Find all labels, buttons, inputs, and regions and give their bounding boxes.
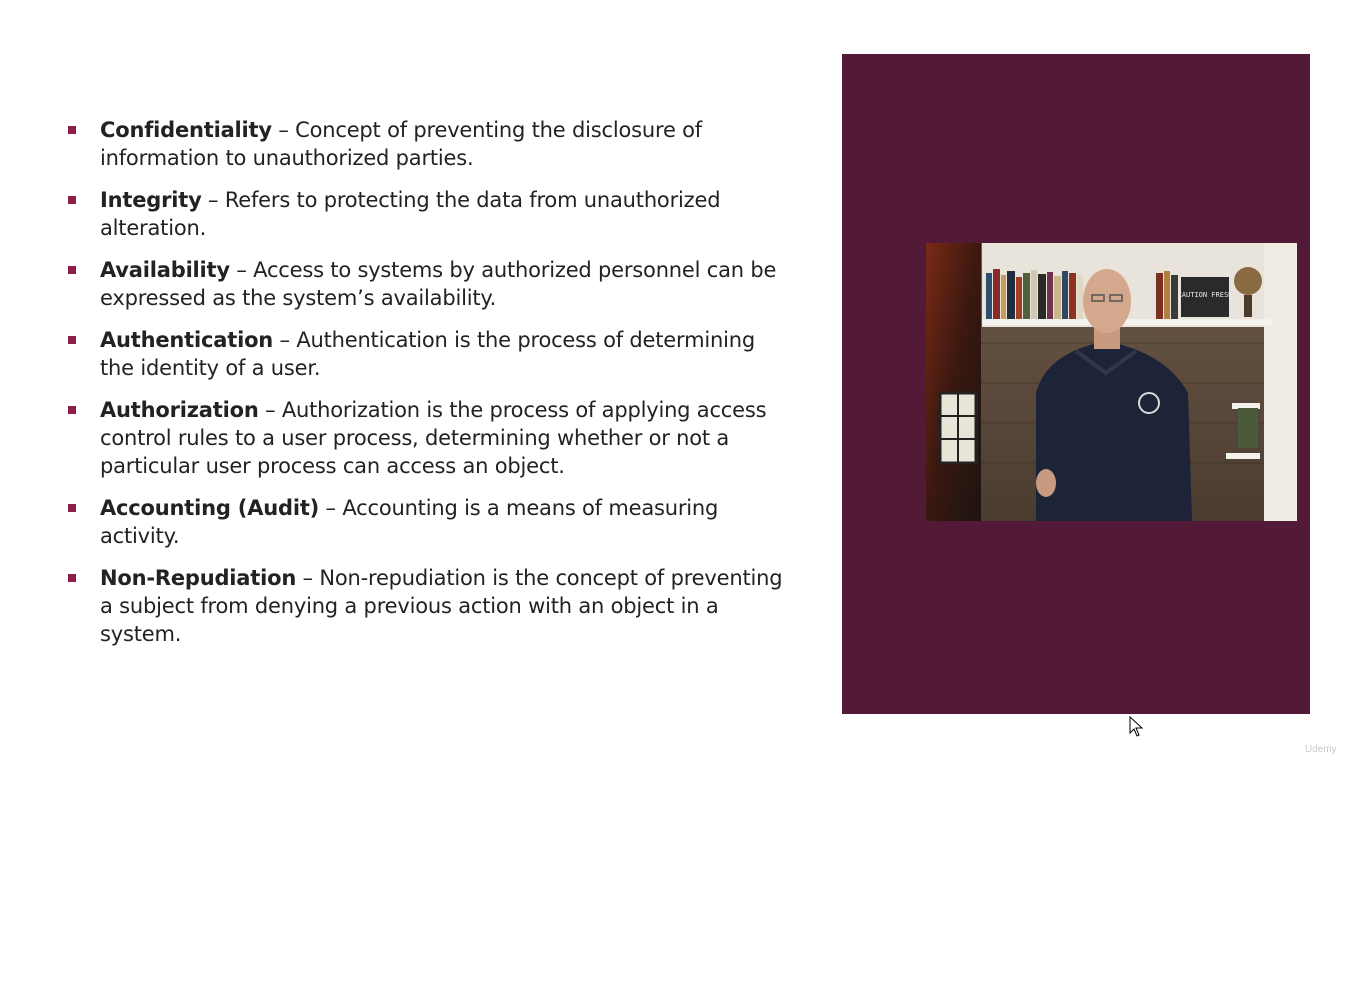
bullet-marker-icon — [68, 126, 76, 134]
bullet-term: Availability — [100, 258, 230, 282]
bullet-term: Accounting (Audit) — [100, 496, 320, 520]
bullet-confidentiality — [66, 116, 786, 172]
bullet-non-repudiation — [66, 564, 786, 648]
bullet-term: Authorization — [100, 398, 259, 422]
bullet-term: Authentication — [100, 328, 274, 352]
book-sign-text: CAUTION FRESH — [1177, 291, 1233, 299]
bullet-integrity — [66, 186, 786, 242]
bullet-term: Non-Repudiation — [100, 566, 297, 590]
bullet-text: – Accounting is a means of measuring activity. — [100, 496, 719, 548]
bullet-text: – Authentication is the process of determining the identity of a user. — [100, 328, 755, 380]
bullet-text: – Non-repudiation is the concept of preventing a subject from denying a previous action with an object in a system. — [100, 566, 783, 646]
bullet-accounting — [66, 494, 786, 550]
bullet-marker-icon — [68, 336, 76, 344]
bullet-authentication — [66, 326, 786, 382]
bullet-list — [66, 116, 786, 662]
mouse-cursor-icon — [1129, 716, 1145, 742]
presenter-video[interactable] — [926, 243, 1297, 521]
udemy-logo-text: Udemy — [1305, 744, 1337, 755]
presenter-panel — [842, 54, 1310, 714]
bullet-text: – Concept of preventing the disclosure of information to unauthorized parties. — [100, 118, 702, 170]
udemy-watermark — [1305, 744, 1337, 755]
bullet-term: Confidentiality — [100, 118, 272, 142]
bullet-authorization — [66, 396, 786, 480]
bullet-marker-icon — [68, 266, 76, 274]
bullet-text: – Access to systems by authorized personnel can be expressed as the system’s availability. — [100, 258, 777, 310]
bullet-text: – Refers to protecting the data from unauthorized alteration. — [100, 188, 721, 240]
bullet-marker-icon — [68, 406, 76, 414]
bullet-term: Integrity — [100, 188, 202, 212]
presenter-video-frame — [926, 243, 1297, 521]
bullet-marker-icon — [68, 574, 76, 582]
bullet-availability — [66, 256, 786, 312]
bullet-marker-icon — [68, 196, 76, 204]
bullet-text: – Authorization is the process of applying access control rules to a user process, determining whether or not a particular user process can access an object. — [100, 398, 767, 478]
bullet-marker-icon — [68, 504, 76, 512]
